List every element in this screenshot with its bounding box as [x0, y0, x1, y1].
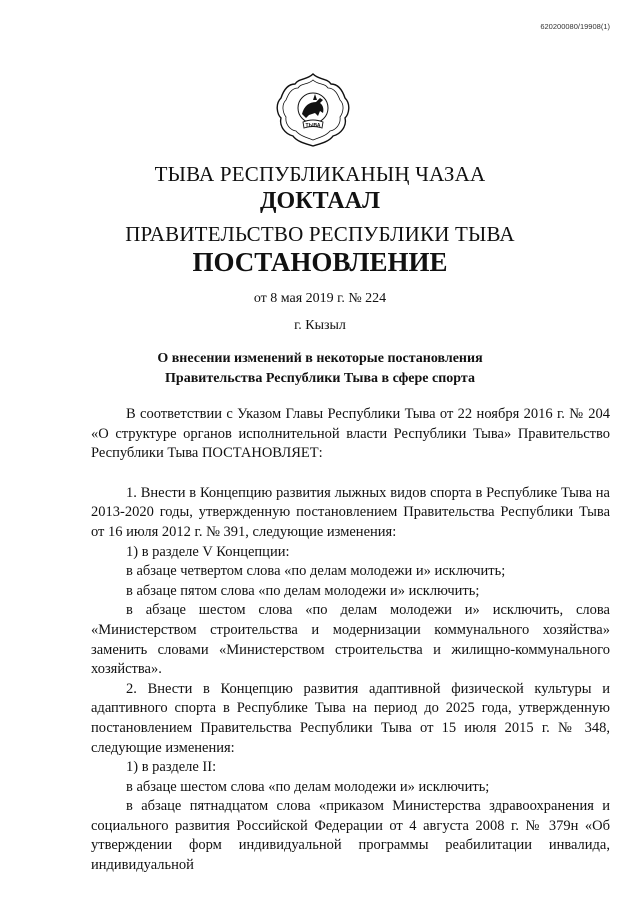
header-decree-title: ПОСТАНОВЛЕНИЕ	[192, 247, 448, 277]
document-body	[91, 405, 610, 876]
subject-line-2: Правительства Республики Тыва в сфере спорта	[165, 371, 475, 386]
body-paragraph: в абзаце четвертом слова «по делам молодежи и» исключить;	[126, 563, 506, 580]
header-government: ПРАВИТЕЛЬСТВО РЕСПУБЛИКИ ТЫВА	[125, 222, 515, 246]
body-paragraph: 1) в разделе II:	[126, 759, 217, 776]
body-paragraph: в абзаце пятом слова «по делам молодежи и» исключить;	[126, 582, 480, 599]
body-paragraph: в абзаце шестом слова «по делам молодежи и» исключить;	[126, 778, 490, 795]
header-tuvan-government: ТЫВА РЕСПУБЛИКАНЫҢ ЧАЗАА	[154, 162, 486, 186]
body-paragraph: В соответствии с Указом Главы Республики Тыва от 22 ноября 2016 г. № 204 «О структуре органов исполнительной власти Республики Тыва» Правительство Республики Тыва ПОСТАНОВЛЯЕТ:	[91, 406, 610, 462]
body-paragraph: 2. Внести в Концепцию развития адаптивной физической культуры и адаптивного спорта в Республике Тыва на период до 2025 года, утвержденную постановлением Правительства Республики Тыва от 15 июля 2015 г. № 348, следующие изменения:	[91, 680, 610, 756]
body-paragraph: 1) в разделе V Концепции:	[126, 543, 290, 560]
emblem-text: ТЫВА	[305, 123, 321, 129]
subject-line-1: О внесении изменений в некоторые постановления	[157, 351, 483, 366]
decree-subject	[0, 349, 640, 389]
tuva-coat-of-arms-icon	[273, 70, 353, 150]
body-paragraph: в абзаце шестом слова «по делам молодежи и» исключить, слова «Министерством строительства и модернизации коммунального хозяйства» заменить словами «Министерством строительства и жилищно-коммунального хозяйства».	[91, 602, 610, 678]
decree-date-number: от 8 мая 2019 г. № 224	[253, 291, 387, 306]
decree-city: г. Кызыл	[294, 318, 346, 333]
header-tuvan-decree: ДОКТААЛ	[260, 188, 380, 214]
body-paragraph: в абзаце пятнадцатом слова «приказом Министерства здравоохранения и социального развития Российской Федерации от 4 августа 2008 г. № 379н «Об утверждении форм индивидуальной программы реабилитации инвалида, индивидуальной	[91, 798, 610, 874]
document-number: 620200080/19908(1)	[540, 22, 610, 31]
body-paragraph: 1. Внести в Концепцию развития лыжных видов спорта в Республике Тыва на 2013-2020 годы, утвержденную постановлением Правительства Республики Тыва от 16 июля 2012 г. № 391, следующие изменения:	[91, 484, 610, 540]
